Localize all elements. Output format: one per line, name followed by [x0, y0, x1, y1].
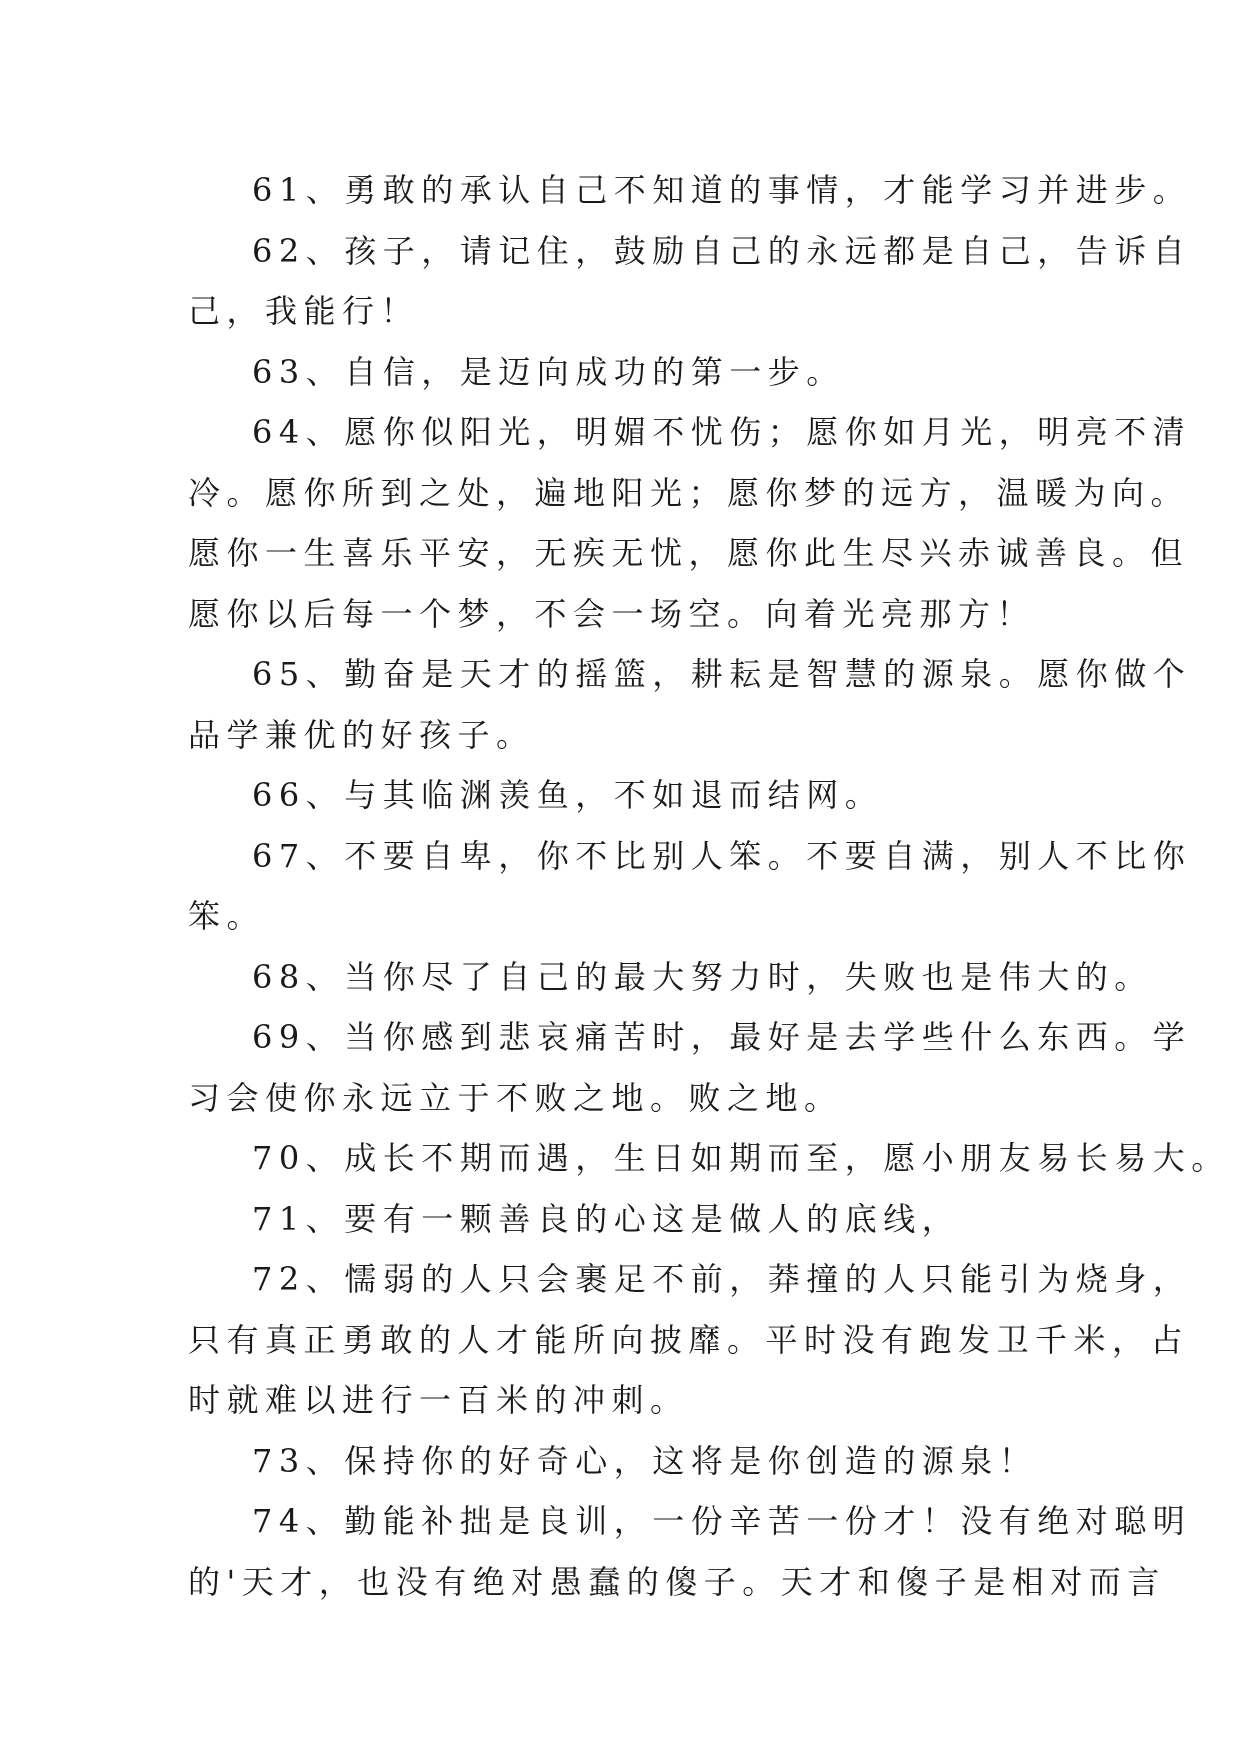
- text-line: 63、自信，是迈向成功的第一步。: [252, 352, 845, 391]
- text-line: 70、成长不期而遇，生日如期而至，愿小朋友易长易大。: [252, 1139, 1230, 1177]
- text-line: 72、懦弱的人只会裹足不前，莽撞的人只能引为烧身，: [252, 1260, 1192, 1298]
- text-line: 68、当你尽了自己的最大努力时，失败也是伟大的。: [252, 957, 1153, 996]
- text-line: 笨。: [188, 897, 266, 935]
- text-line: 73、保持你的好奇心，这将是你创造的源泉！: [252, 1441, 1038, 1480]
- text-line: 冷。愿你所到之处，遍地阳光；愿你梦的远方，温暖为向。: [188, 473, 1190, 512]
- document-body: [188, 160, 1230, 1612]
- text-line: 66、与其临渊羡鱼，不如退而结网。: [252, 776, 884, 814]
- text-line: 习会使你永远立于不败之地。败之地。: [188, 1078, 843, 1117]
- text-line: 61、勇敢的承认自己不知道的事情，才能学习并进步。: [252, 171, 1192, 209]
- text-line: 69、当你感到悲哀痛苦时，最好是去学些什么东西。学: [252, 1018, 1192, 1056]
- text-line: 愿你一生喜乐平安，无疾无忧，愿你此生尽兴赤诚善良。但: [188, 534, 1190, 572]
- text-line: 74、勤能补拙是良训，一份辛苦一份才！没有绝对聪明: [252, 1502, 1192, 1540]
- text-line: 71、要有一颗善良的心这是做人的底线，: [252, 1199, 961, 1238]
- text-line: 愿你以后每一个梦，不会一场空。向着光亮那方！: [188, 594, 1036, 633]
- text-line: 品学兼优的好孩子。: [188, 715, 535, 754]
- text-line: 只有真正勇敢的人才能所向披靡。平时没有跑发卫千米，占: [188, 1320, 1190, 1359]
- text-line: 的'天才，也没有绝对愚蠢的傻子。天才和傻子是相对而言: [188, 1562, 1166, 1601]
- text-line: 己，我能行！: [188, 292, 420, 330]
- text-line: 62、孩子，请记住，鼓励自己的永远都是自己，告诉自: [252, 231, 1192, 270]
- text-line: 64、愿你似阳光，明媚不忧伤；愿你如月光，明亮不清: [252, 413, 1192, 451]
- text-line: 67、不要自卑，你不比别人笨。不要自满，别人不比你: [252, 836, 1192, 875]
- text-line: 65、勤奋是天才的摇篮，耕耘是智慧的源泉。愿你做个: [252, 655, 1192, 693]
- text-line: 时就难以进行一百米的冲刺。: [188, 1381, 689, 1419]
